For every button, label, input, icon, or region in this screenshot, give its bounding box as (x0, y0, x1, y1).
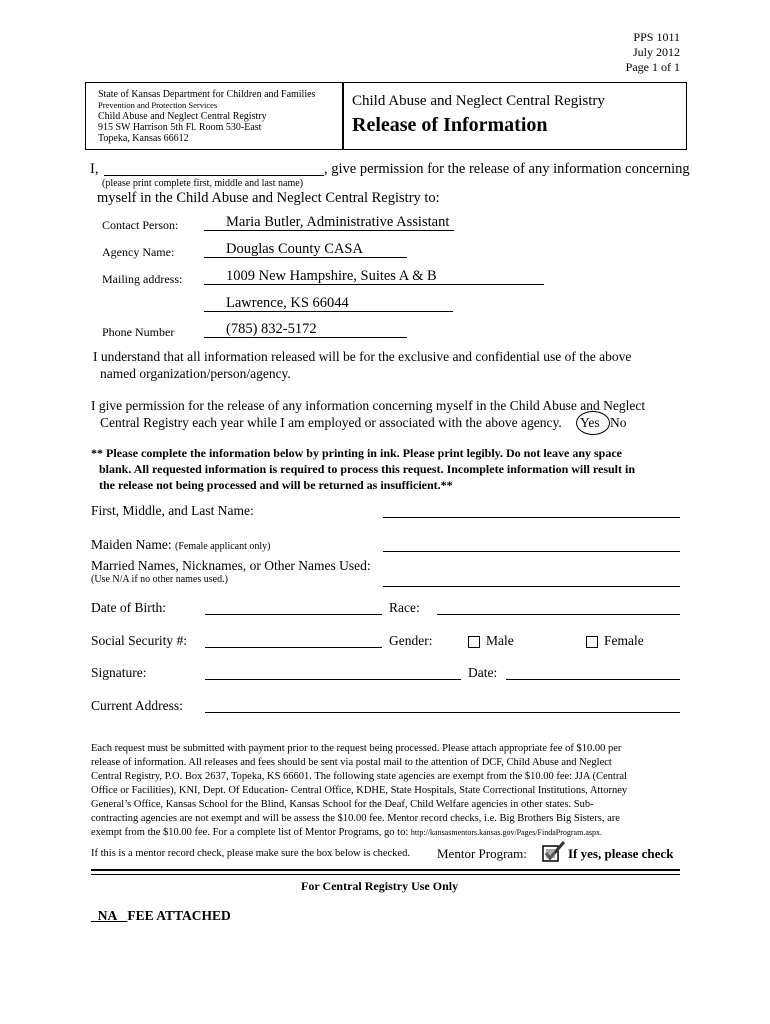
office-use-heading: For Central Registry Use Only (301, 879, 459, 893)
form-date: July 2012 (632, 45, 680, 59)
page-number: Page 1 of 1 (625, 60, 680, 74)
fee-para-line-3: Central Registry, P.O. Box 2637, Topeka, KS 66601. The following state agencies are exempt from the $10.00 fee: JJA (Central (91, 771, 627, 782)
female-checkbox[interactable] (586, 636, 598, 648)
contact-person-value[interactable]: Maria Butler, Administrative Assistant (226, 214, 450, 230)
maiden-name-field[interactable] (383, 551, 680, 552)
form-id: PPS 1011 (633, 30, 680, 44)
male-label: Male (486, 633, 514, 648)
mentor-programs-link[interactable]: http://kansasmentors.kansas.gov/Pages/FindaProgram.aspx. (410, 828, 602, 837)
fee-paragraph (91, 742, 627, 840)
permission-prefix: I, (90, 161, 99, 177)
mentor-check-note: If yes, please check (568, 846, 674, 861)
contact-person-line (204, 230, 454, 231)
fee-para-line-7 (91, 826, 627, 840)
permission-suffix: , give permission for the release of any information concerning (324, 161, 690, 177)
dob-label: Date of Birth: (91, 600, 166, 615)
divider-bottom (91, 874, 680, 875)
agency-line-2: Prevention and Protection Services (98, 100, 218, 110)
notice-line-1: ** Please complete the information below by printing in ink. Please print legibly. Do not leave any space (91, 446, 622, 460)
full-name-field[interactable] (383, 517, 680, 518)
annual-line-2: Central Registry each year while I am employed or associated with the above agency. (100, 415, 562, 430)
header-title-block (352, 93, 605, 137)
maiden-name-hint: (Female applicant only) (174, 541, 271, 552)
mailing-address-label: Mailing address: (102, 272, 183, 286)
maiden-name-text: Maiden Name: (91, 537, 172, 552)
name-hint: (please print complete first, middle and last name) (102, 178, 304, 189)
fee-para-line-6: contracting agencies are not exempt and will be assess the $10.00 fee. Mentor record checks, i.e. Big Brothers Big Sisters, are (91, 813, 620, 824)
agency-line-4: 915 SW Harrison 5th Fl. Room 530-East (98, 122, 262, 133)
address-field[interactable] (205, 712, 680, 713)
mailing-address-line-2 (204, 311, 453, 312)
ssn-field[interactable] (205, 647, 382, 648)
other-names-hint: (Use N/A if no other names used.) (91, 574, 228, 585)
contact-person-label: Contact Person: (102, 218, 179, 232)
signature-field[interactable] (205, 679, 461, 680)
fee-attached-label: FEE ATTACHED (127, 908, 231, 923)
page-title: Release of Information (352, 114, 548, 136)
phone-value[interactable]: (785) 832-5172 (226, 321, 317, 337)
understand-line-1: I understand that all information released will be for the exclusive and confidential use of the above (93, 349, 632, 364)
agency-name-value[interactable]: Douglas County CASA (226, 241, 363, 257)
race-field[interactable] (437, 614, 680, 615)
male-checkbox[interactable] (468, 636, 480, 648)
fee-attached-value[interactable]: NA (97, 908, 118, 923)
gender-female-option[interactable] (586, 633, 644, 649)
agency-line-3: Child Abuse and Neglect Central Registry (98, 111, 267, 122)
fee-para-line-4: Office or Facilities), KNI, Dept. Of Education- Central Office, KDHE, State Hospitals, State Correctional Institutions, Attorney (91, 785, 628, 796)
divider-top (91, 869, 680, 871)
agency-name-line (204, 257, 407, 258)
race-label: Race: (389, 600, 420, 615)
header-subtitle: Child Abuse and Neglect Central Registry (352, 93, 605, 109)
mailing-address-line-1 (204, 284, 544, 285)
annual-yes-option[interactable]: Yes (580, 415, 600, 430)
full-name-label: First, Middle, and Last Name: (91, 503, 254, 518)
phone-line (204, 337, 407, 338)
female-label: Female (604, 633, 644, 648)
notice-line-2: blank. All requested information is required to process this request. Incomplete information will result in (99, 462, 636, 476)
other-names-label: Married Names, Nicknames, or Other Names Used: (91, 558, 371, 573)
fee-para-line-7-text: exempt from the $10.00 fee. For a complete list of Mentor Programs, go to: (91, 827, 409, 838)
date-label: Date: (468, 665, 498, 680)
fee-para-line-1: Each request must be submitted with payment prior to the request being processed. Please attach appropriate fee of $10.00 per (91, 743, 622, 754)
mailing-address-value-1[interactable]: 1009 New Hampshire, Suites A & B (226, 268, 437, 284)
gender-male-option[interactable] (468, 633, 514, 649)
yes-selected-circle (576, 411, 610, 435)
agency-name-label: Agency Name: (102, 245, 175, 259)
mailing-address-value-2[interactable]: Lawrence, KS 66044 (226, 295, 349, 311)
fee-attached-row (91, 908, 231, 924)
applicant-name-field[interactable] (104, 175, 324, 176)
ssn-label: Social Security #: (91, 633, 187, 648)
agency-address-block (86, 83, 344, 149)
permission-line-2: myself in the Child Abuse and Neglect Central Registry to: (97, 190, 440, 206)
dob-field[interactable] (205, 614, 382, 615)
phone-label: Phone Number (102, 325, 175, 339)
agency-line-5: Topeka, Kansas 66612 (98, 133, 189, 144)
gender-label: Gender: (389, 633, 433, 648)
signature-label: Signature: (91, 665, 147, 680)
header-box (85, 82, 687, 150)
date-field[interactable] (506, 679, 680, 680)
maiden-name-label (91, 537, 271, 553)
mentor-instruction: If this is a mentor record check, please make sure the box below is checked. (91, 848, 410, 859)
other-names-field[interactable] (383, 586, 680, 587)
notice-line-3: the release not being processed and will be returned as insufficient.** (99, 478, 453, 492)
address-label: Current Address: (91, 698, 183, 713)
annual-no-option[interactable]: No (610, 415, 627, 430)
fee-para-line-2: release of information. All releases and fees should be sent via postal mail to the attention of DCF, Child Abuse and Neglect (91, 757, 612, 768)
understand-line-2: named organization/person/agency. (100, 366, 291, 381)
agency-line-1: State of Kansas Department for Children and Families (98, 89, 316, 100)
mentor-program-checkbox[interactable] (542, 841, 564, 861)
mentor-program-label: Mentor Program: (437, 846, 527, 861)
fee-para-line-5: General’s Office, Kansas School for the Blind, Kansas School for the Deaf, Child Welfare agencies in other states. Sub- (91, 799, 594, 810)
annual-line-1: I give permission for the release of any information concerning myself in the Child Abuse and Neglect (91, 398, 646, 413)
page-info (626, 30, 680, 75)
checked-box-icon (542, 841, 568, 863)
